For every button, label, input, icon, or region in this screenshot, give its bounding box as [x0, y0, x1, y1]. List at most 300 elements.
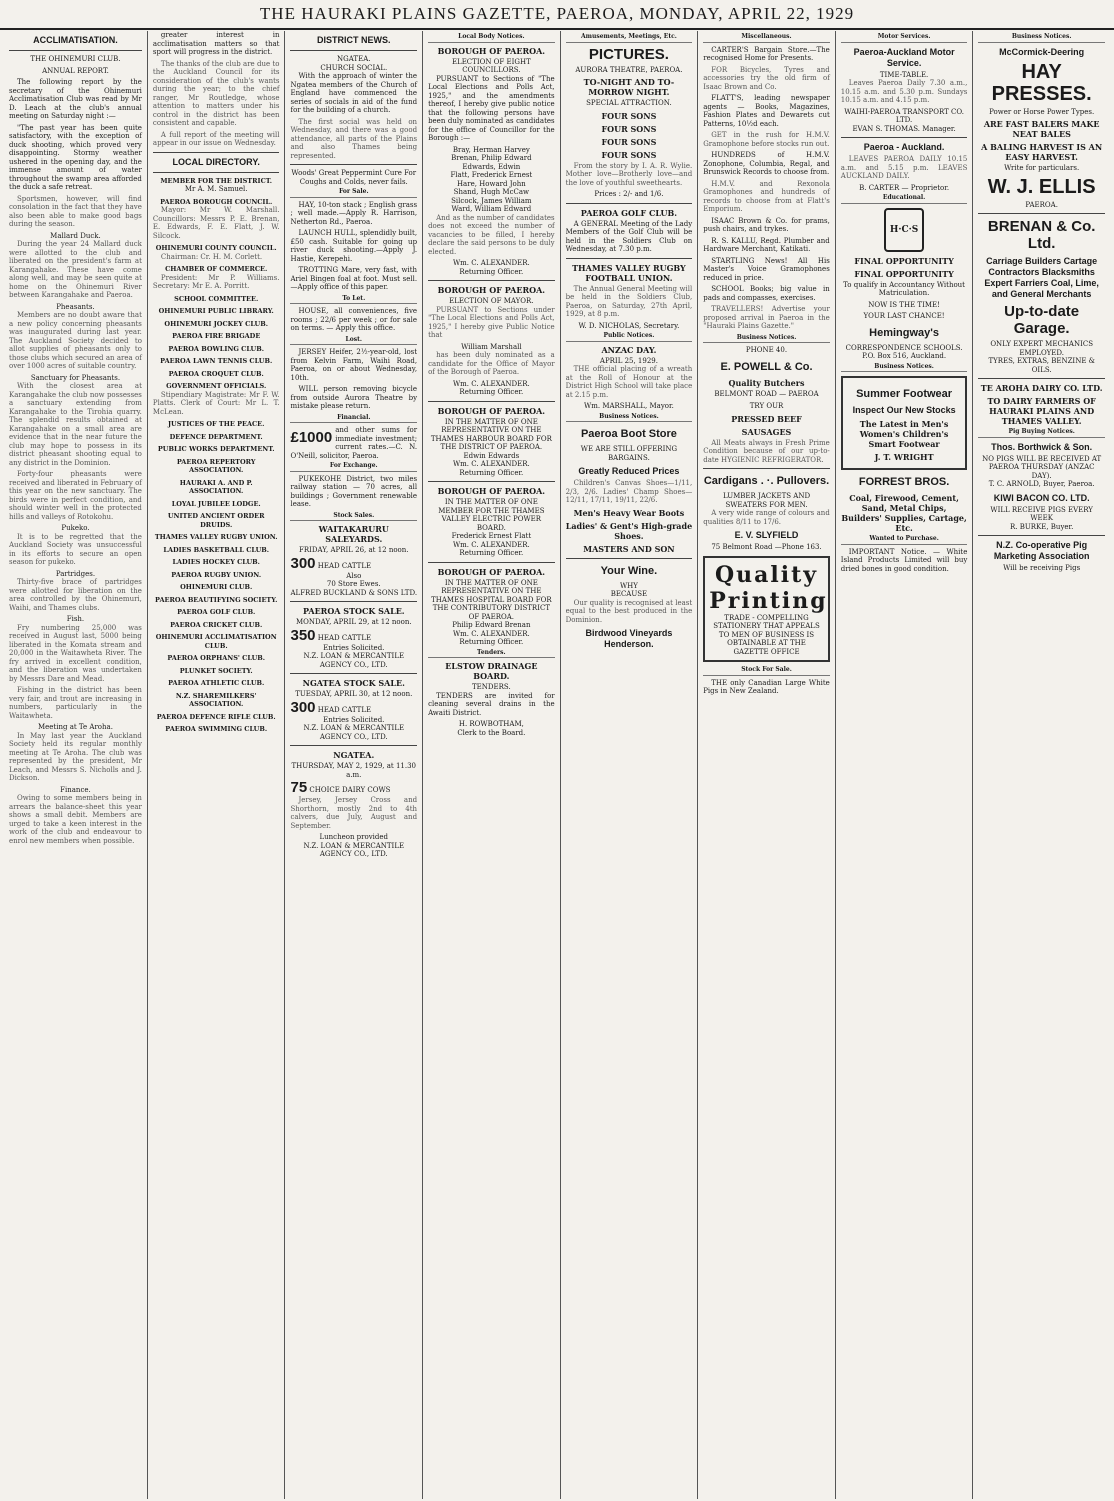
directory-entry: OHINEMURI PUBLIC LIBRARY. — [158, 307, 274, 315]
matter: IN THE MATTER OF ONE REPRESENTATIVE ON THE THAMES HOSPITAL BOARD FOR THE CONTRIBUTORY DISTRICT OF PAEROA. — [431, 578, 552, 621]
directory-entry: PAEROA BOROUGH COUNCIL. — [160, 197, 273, 206]
anzac-date: APRIL 25, 1929. — [599, 356, 658, 365]
article-para: greater interest in acclimatisation matters so that sport will progress in the district. — [152, 31, 280, 56]
notice-text: PURSUANT to Sections of "The Local Elections and Polls Act, 1925," and the amendments thereof, I hereby give public notice that the following persons have been duly nominated as candidates for the office of Councillor for the Borough :— — [428, 74, 555, 142]
subhead-pukeko: Pukeko. — [61, 524, 90, 532]
last-chance: YOUR LAST CHANCE! — [863, 312, 945, 320]
signature-title: Returning Officer. — [459, 388, 524, 396]
bootstore-heavy: Men's Heavy Wear Boots — [573, 507, 685, 518]
cattle-count: 300 — [290, 698, 316, 716]
signature-title: Clerk to the Board. — [457, 728, 526, 737]
motor-manager: EVAN S. THOMAS. Manager. — [852, 124, 956, 133]
directory-entry: PAEROA SWIMMING CLUB. — [165, 725, 268, 733]
corr-schools: CORRESPONDENCE SCHOOLS. — [845, 343, 963, 352]
directory-entry: PAEROA ORPHANS' CLUB. — [167, 654, 265, 662]
section-amusements: Amusements, Meetings, Etc. — [566, 33, 693, 43]
article-body: During the year 24 Mallard duck were allotted to the club and liberated on the president's farm at Karangahake. These have come along well, and may be seen quite at home on the Ohinemuri River between Karangahake and Paeroa. — [9, 240, 142, 299]
cattle-count: 300 — [290, 554, 316, 572]
cow-count: 75 — [290, 779, 308, 796]
ad-kallu: R. S. KALLU, Regd. Plumber and Hardware Merchant, Katikati. — [703, 236, 830, 253]
signature: H. ROWBOTHAM, — [458, 720, 524, 728]
ad-travellers: TRAVELLERS! Advertise your proposed arrival in Paeroa in the "Hauraki Plains Gazette." — [703, 305, 830, 330]
signature-title: Returning Officer. — [459, 468, 524, 477]
ad-bicycle: WILL person removing bicycle from outside Aurora Theatre by mistake please return. — [290, 385, 418, 410]
section-motor: Motor Services. — [841, 33, 968, 43]
candidate: Ward, William Edward — [451, 205, 532, 213]
money-amount: £1000 — [290, 429, 333, 446]
anzac-text: THE official placing of a wreath at the Roll of Honour at the District High School will take place at 2.15 p.m. — [565, 365, 693, 399]
film-title: FOUR SONS — [601, 123, 657, 134]
signature: Wm. C. ALEXANDER. — [452, 460, 530, 468]
sale-title: WAITAKARURU SALEYARDS. — [318, 524, 389, 544]
ad-jersey: JERSEY Heifer, 2½-year-old, lost from Kelvin Farm, Waihi Road, Paeroa, on or about Wednesday, 10th. — [290, 348, 418, 382]
article-body: With the closest area at Karangahake the club now possesses a sanctuary extending from Karangahake to the Tirohia quarry. The splendid results obtained at Karangahake on a small area are evidence that in the near future the club may hope to possess in its district pheasant shooting equal to any district in the Dominion. — [9, 382, 142, 467]
divider — [566, 203, 693, 204]
divider — [428, 280, 555, 281]
kiwi-receive: WILL RECEIVE PIGS EVERY WEEK — [990, 505, 1093, 522]
cardigans-text: A very wide range of colours and qualities 8/11 to 17/6. — [703, 509, 830, 526]
directory-entry: PAEROA FIRE BRIGADE — [172, 332, 261, 340]
no-pigs: NO PIGS WILL BE RECEIVED AT PAEROA THURSDAY (ANZAC DAY). — [982, 454, 1102, 480]
article-body: Fishing in the district has been very fair, and trout are increasing in numbers, particularly in the Waitawheta. — [9, 686, 142, 720]
directory-entry: PAEROA GOLF CLUB. — [177, 608, 256, 616]
wine-heading: Your Wine. — [600, 564, 658, 577]
divider — [978, 378, 1105, 379]
column-acclimatisation — [4, 31, 148, 1499]
signature: Wm. C. ALEXANDER. — [452, 629, 530, 638]
section-lost: Lost. — [290, 336, 417, 346]
printing-ad — [703, 556, 830, 663]
article-body: A full report of the meeting will appear in our issue on Wednesday. — [152, 130, 280, 147]
article-body: It is to be regretted that the Auckland Society was unsuccessful in its efforts to secure an open season for pukeko. — [9, 532, 142, 566]
ad-pukekohe: PUKEKOHE District, two miles railway station — 70 acres, all buildings ; Government renewable lease. — [290, 474, 418, 508]
sale-title: PAEROA STOCK SALE. — [302, 606, 405, 616]
signature: Wm. C. ALEXANDER. — [452, 540, 530, 549]
bootstore-reduced: Greatly Reduced Prices — [578, 466, 680, 476]
heading-district-news: DISTRICT NEWS. — [317, 35, 391, 45]
bootstore-still: WE ARE STILL OFFERING BARGAINS. — [580, 445, 678, 462]
theatre-name: AURORA THEATRE, PAEROA. — [575, 65, 683, 74]
notice-body: has been duly nominated as a candidate for the Office of Mayor of the Borough of Paeroa. — [428, 351, 555, 376]
article-body: Members are no doubt aware that a new policy concerning pheasants was inaugurated during last year. The Auckland Society decided to allot supplies of pheasants only to those clubs which secured an area of over 1000 acres of suitable country. — [9, 311, 142, 370]
subhead-mallard: Mallard Duck. — [50, 231, 101, 240]
footwear-wright: J. T. WRIGHT — [874, 452, 934, 462]
divider — [290, 164, 417, 165]
section-educational: Educational. — [841, 194, 968, 204]
divider — [153, 152, 280, 153]
auctioneer: N.Z. LOAN & MERCANTILE AGENCY CO., LTD. — [303, 724, 405, 741]
ad-startling: STARTLING News! All His Master's Voice Gramophones reduced in price. — [703, 256, 830, 282]
cattle-label: HEAD CATTLE — [317, 705, 372, 714]
sale-cattle — [290, 627, 417, 644]
subhead-pheasants: Pheasants. — [56, 302, 95, 311]
column-miscellaneous — [698, 31, 836, 1499]
club-name: THE OHINEMURI CLUB. — [30, 55, 121, 63]
hay-presses: HAY PRESSES. — [991, 60, 1092, 105]
burke: R. BURKE, Buyer. — [1009, 522, 1074, 531]
section-to-let: To Let. — [290, 295, 417, 305]
divider — [290, 601, 417, 602]
powell-text: All Meats always in Fresh Prime Condition because of our up-to-date HYGIENIC REFRIGERATOR. — [703, 438, 830, 464]
powell-address: BELMONT ROAD — PAEROA — [714, 389, 819, 398]
section-business: Business Notices. — [566, 413, 693, 423]
directory-entry: PAEROA CROQUET CLUB. — [168, 369, 264, 378]
entries-solicited: Entries Solicited. — [323, 643, 385, 652]
election-title: ELECTION OF EIGHT COUNCILLORS. — [451, 57, 531, 74]
directory-entry: PAEROA ATHLETIC CLUB. — [168, 679, 265, 687]
divider — [290, 745, 417, 746]
notice-body: PURSUANT to Sections under "The Local Elections and Polls Act, 1925," I hereby give Public Notice that — [428, 305, 555, 339]
signature: Wm. C. ALEXANDER. — [452, 259, 530, 267]
section-pig-buying: Pig Buying Notices. — [978, 428, 1105, 438]
cattle-label: HEAD CATTLE — [317, 633, 372, 642]
garage-heading: Up-to-date Garage. — [1004, 303, 1080, 337]
motor-timetable: TIME-TABLE. — [879, 70, 929, 79]
sale-cattle — [290, 699, 417, 716]
coop-heading: N.Z. Co-operative Pig Marketing Association — [993, 540, 1090, 561]
directory-entry: PUBLIC WORKS DEPARTMENT. — [157, 445, 275, 453]
directory-entry: OHINEMURI ACCLIMATISATION CLUB. — [155, 633, 277, 650]
column-local-body — [423, 31, 561, 1499]
directory-entry: CHAMBER OF COMMERCE. — [165, 265, 268, 273]
footwear-latest: The Latest in Men's Women's Children's Smart Footwear — [859, 419, 949, 449]
heading-acclimatisation: ACCLIMATISATION. — [33, 35, 118, 45]
section-business: Business Notices. — [978, 33, 1105, 43]
ad-flatts: FLATT'S, leading newspaper agents — Books, Magazines, Fashion Plates and Dewarets cut Patterns, 10½d each. — [703, 94, 830, 128]
article-para: "The past year has been quite satisfactory, with the exception of duck shooting, which proved very disappointing. Stormy weather ushered in the opening day, and the immense amount of water throughout the swamp area afforded the duck a safe retreat. — [9, 123, 142, 191]
candidate: Brenan, Philip Edward — [451, 154, 532, 162]
member-name: Mr A. M. Samuel. — [184, 185, 248, 193]
slyfield-name: E. V. SLYFIELD — [734, 530, 799, 540]
subhead-fish: Fish. — [66, 615, 85, 623]
auctioneer: N.Z. LOAN & MERCANTILE AGENCY CO., LTD. — [303, 652, 405, 669]
ad-house: HOUSE, all conveniences, five rooms ; 22/6 per week ; or for sale on terms. — Apply this office. — [290, 307, 418, 332]
subhead-meeting: Meeting at Te Aroha. — [37, 723, 113, 731]
powell-try: TRY OUR — [749, 402, 784, 410]
ad-launch: LAUNCH HULL, splendidly built, £50 cash. Suitable for going up river duck shooting.—Apply J. Hastie, Kerepehi. — [290, 229, 418, 263]
wine-because: BECAUSE — [610, 590, 648, 598]
heading-directory: LOCAL DIRECTORY. — [172, 156, 260, 167]
article-body: Fry numbering 25,000 was received in August last, 5000 being liberated in the Komata stream and 20,000 in the Waitawheta River. The fry arrived in excellent condition, and the liberation was undertaken by Messrs Dare and Mead. — [9, 623, 142, 683]
place-ngatea: NGATEA. — [337, 55, 371, 63]
cattle-label: HEAD CATTLE — [317, 561, 372, 570]
cardigans-lumber: LUMBER JACKETS AND SWEATERS FOR MEN. — [722, 492, 811, 509]
po-box: P.O. Box 516, Auckland. — [862, 352, 947, 360]
directory-entry: PAEROA BOWLING CLUB. — [168, 344, 264, 353]
borough-heading: BOROUGH OF PAEROA. — [437, 405, 546, 416]
subhead-sanctuary: Sanctuary for Pheasants. — [30, 373, 121, 382]
borough-heading: BOROUGH OF PAEROA. — [437, 566, 546, 577]
ad-rexonola: H.M.V. and Rexonola Gramophones and hundreds of records to choose from at Flatt's Emporium. — [703, 179, 830, 213]
candidate: Silcock, James William — [451, 196, 532, 205]
divider — [428, 401, 555, 402]
divider — [9, 50, 142, 51]
directory-entry: LADIES HOCKEY CLUB. — [172, 558, 260, 566]
directory-entry: OHINEMURI JOCKEY CLUB. — [164, 319, 268, 328]
entries-solicited: Entries Solicited. — [323, 715, 385, 724]
arnold: T. C. ARNOLD, Buyer, Paeroa. — [988, 480, 1095, 488]
bootstore-masters: MASTERS AND SON — [583, 543, 675, 554]
signature-title: Returning Officer. — [459, 638, 524, 646]
article-para: With the approach of winter the Ngatea members of the Church of England have commenced the series of socials in aid of the fund for the building of a church. — [290, 72, 418, 114]
directory-entry: PAEROA CRICKET CLUB. — [170, 620, 263, 629]
subhead-partridges: Partridges. — [55, 569, 96, 578]
candidate: Bray, Herman Harvey — [452, 145, 530, 154]
masthead — [0, 0, 1114, 30]
directory-entry: LADIES BASKETBALL CLUB. — [163, 545, 270, 554]
directory-entry: SCHOOL COMMITTEE. — [174, 294, 259, 303]
ad-gramophone: GET in the rush for H.M.V. Gramophone before stocks run out. — [703, 131, 830, 148]
motor-times: Leaves Paeroa Daily 7.30 a.m., 10.15 a.m. and 5.30 p.m. Sundays 10.15 a.m. and 4.15 p.m. — [840, 79, 968, 104]
final-opportunity: FINAL OPPORTUNITY — [854, 255, 954, 266]
ad-trotting: TROTTING Mare, very fast, with Ariel Bingen foal at foot. Must sell.—Apply office of this paper. — [290, 266, 418, 291]
article-body: The first social was held on Wednesday, and there was a good attendance, all parts of the Plains and also Thames being represented. — [290, 117, 418, 160]
directory-entry: UNITED ANCIENT ORDER DRUIDS. — [167, 512, 265, 529]
printing-title: Printing — [709, 587, 828, 614]
matter: IN THE MATTER OF ONE MEMBER FOR THE THAMES VALLEY ELECTRIC POWER BOARD. — [438, 498, 545, 532]
rugby-signature: W. D. NICHOLAS, Secretary. — [578, 321, 680, 330]
pa-heading: Paeroa - Auckland. — [863, 142, 945, 152]
film-title: FOUR SONS — [601, 149, 657, 160]
printing-quality: Quality — [714, 561, 819, 588]
directory-entry: DEFENCE DEPARTMENT. — [169, 432, 263, 441]
powell-quality: Quality Butchers — [728, 377, 805, 388]
cardigans-heading: Cardigans . ·. Pullovers. — [703, 475, 830, 487]
motor-company: WAIHI-PAEROA TRANSPORT CO. LTD. — [844, 107, 964, 124]
printing-text: TRADE - COMPELLING STATIONERY THAT APPEALS TO MEN OF BUSINESS IS OBTAINABLE AT THE GAZETTE OFFICE — [713, 613, 820, 656]
sale-cows — [290, 779, 417, 796]
sale-date: TUESDAY, APRIL 30, at 12 noon. — [295, 690, 413, 698]
sale-date: FRIDAY, APRIL 26, at 12 noon. — [299, 546, 409, 554]
final-opportunity: FINAL OPPORTUNITY — [854, 268, 954, 279]
directory-entry: THAMES VALLEY RUGBY UNION. — [154, 533, 278, 541]
forrest-heading: FORREST BROS. — [858, 476, 950, 488]
garage-tyres: TYRES, EXTRAS, BENZINE & OILS. — [988, 357, 1095, 374]
article-intro: The following report by the secretary of the Ohinemuri Acclimatisation Club was read by Mr D. Leach at the club's annual meeting on Saturday night :— — [9, 78, 142, 120]
ad-tyres: FOR Bicycles, Tyres and accessories try the old firm of Isaac Brown and Co. — [703, 65, 830, 91]
divider — [428, 562, 555, 563]
money-text: and other sums for immediate investment; current rates.—C. N. O'Neill, solicitor, Paeroa. — [290, 426, 418, 460]
article-body: In May last year the Auckland Society held its regular monthly meeting at Te Aroha. The club was represented by the president, Mr Leach, and Messrs S. Nicholls and J. Dickson. — [9, 731, 142, 782]
bootstore-ladies: Ladies' & Gent's High-grade Shoes. — [565, 520, 693, 541]
garage-expert: ONLY EXPERT MECHANICS EMPLOYED. — [990, 340, 1094, 357]
now: NOW IS THE TIME! — [868, 300, 940, 309]
coop-receiving: Will be receiving Pigs — [1003, 564, 1081, 572]
sale-date: MONDAY, APRIL 29, at 12 noon. — [295, 618, 412, 626]
ellis: W. J. ELLIS — [987, 175, 1096, 198]
directory-entry: OHINEMURI COUNTY COUNCIL. — [155, 244, 277, 252]
notice-body: And as the number of candidates does not exceed the number of vacancies to be filled, I hereby declare the said persons to be duly elected. — [428, 213, 555, 256]
directory-entry: HAURAKI A. AND P. ASSOCIATION. — [179, 478, 253, 495]
sale-title: NGATEA STOCK SALE. — [302, 678, 405, 688]
directory-list — [153, 198, 280, 734]
footwear-heading: Summer Footwear — [856, 388, 953, 400]
bootstore-list: Children's Canvas Shoes—1/11, 2/3, 2/6. Ladies' Champ Shoes—12/11, 17/11, 19/11, 22/6. — [565, 479, 693, 504]
mayor-signature: Wm. MARSHALL, Mayor. — [584, 402, 674, 410]
sale-cattle — [290, 555, 417, 572]
bootstore-heading: Paeroa Boot Store — [580, 428, 677, 440]
pa-proprietor: B. CARTER — Proprietor. — [859, 183, 950, 192]
section-financial: Financial. — [290, 414, 417, 424]
auctioneer: N.Z. LOAN & MERCANTILE AGENCY CO., LTD. — [303, 841, 405, 858]
matter: IN THE MATTER OF ONE REPRESENTATIVE ON THE THAMES HARBOUR BOARD FOR THE DISTRICT OF PAEROA. — [430, 417, 552, 451]
cattle-count: 350 — [290, 626, 316, 644]
phone: PHONE 40. — [745, 346, 788, 354]
sale-also: Also — [346, 571, 362, 580]
divider — [978, 535, 1105, 536]
directory-entry: PLUNKET SOCIETY. — [179, 666, 253, 675]
article-body: Owing to some members being in arrears the balance-sheet this year shows a small debit. Members are urged to take a keen interest in the work of the club and endeavour to enrol new members when possible. — [9, 794, 142, 845]
special: SPECIAL ATTRACTION. — [586, 99, 672, 107]
cure-ad: Woods' Great Peppermint Cure For Coughs and Colds, never fails. — [291, 169, 417, 186]
footwear-inspect: Inspect Our New Stocks — [852, 405, 956, 415]
section-stock-sales: Stock Sales. — [290, 512, 417, 522]
golf-text: A GENERAL Meeting of the Lady Members of the Golf Club will be held in the Soldiers Club on Wednesday, at 7.30 p.m. — [565, 219, 693, 253]
easy-harvest: A BALING HARVEST IS AN EASY HARVEST. — [981, 142, 1103, 162]
divider — [566, 558, 693, 559]
signature: Wm. C. ALEXANDER. — [452, 379, 530, 388]
candidate: Hare, Howard John — [456, 179, 526, 188]
article-body: Jersey, Jersey Cross and Shorthorn, mostly 2nd to 4th calvers, due July, August and September. — [290, 796, 418, 830]
anzac-heading: ANZAC DAY. — [601, 344, 657, 355]
borough-heading: BOROUGH OF PAEROA. — [437, 45, 546, 56]
luncheon: Luncheon provided — [319, 833, 389, 841]
divider — [290, 50, 417, 51]
section-public: Public Notices. — [566, 332, 693, 342]
rugby-text: The Annual General Meeting will be held in the Soldiers Club, Paeroa, on Saturday, 27th April, 1929, at 8 p.m. — [565, 284, 693, 318]
divider — [978, 213, 1105, 214]
ad-hay: HAY, 10-ton stack ; English grass ; well made.—Apply R. Harrison, Netherton Rd., Paeroa. — [290, 200, 418, 226]
article-body: Sportsmen, however, will find consolation in the fact that they have also been able to make good bags during the season. — [9, 194, 142, 228]
section-exchange: For Exchange. — [290, 462, 417, 472]
subhead-social: CHURCH SOCIAL. — [320, 63, 388, 72]
ellis-town: PAEROA. — [1025, 200, 1058, 209]
qualify: To qualify in Accountancy Without Matriculation. — [843, 280, 965, 297]
article-body: Thirty-five brace of partridges were allotted for liberation on the area controlled by the Ohinemuri, Waihi, and Thames clubs. — [9, 578, 142, 612]
tender-text: TENDERS are invited for cleaning several drains in the Awaiti District. — [428, 691, 555, 717]
column-motor — [836, 31, 974, 1499]
candidate: Shand, Hugh McCaw — [453, 188, 530, 196]
directory-entry: N.Z. SHAREMILKERS' ASSOCIATION. — [175, 691, 257, 708]
ad-school: SCHOOL Books; big value in pads and compasses, exercises. — [703, 285, 830, 302]
dairy-farmers: TO DAIRY FARMERS OF HAURAKI PLAINS AND THAMES VALLEY. — [987, 396, 1096, 426]
hcs-logo-icon: H·C·S — [884, 208, 924, 252]
masthead-title: THE HAURAKI PLAINS GAZETTE, PAEROA, MONDAY, APRIL 22, 1929 — [259, 4, 855, 23]
prices: Prices : 2/- and 1/6. — [594, 190, 664, 198]
column-amusements — [561, 31, 699, 1499]
directory-detail: Mayor: Mr W. Marshall. Councillors: Messrs P. E. Brenan, E. Edwards, F. E. Flatt, J. W. Silcock. — [152, 206, 280, 240]
ad-records: HUNDREDS of H.M.V. Zonophone, Columbia, Regal, and Brunswick Records to choose from. — [703, 151, 830, 176]
tonight: TO-NIGHT AND TO-MORROW NIGHT. — [583, 77, 675, 97]
elected-name: Frederick Ernest Flatt — [451, 532, 532, 540]
brenan-services: Carriage Builders Cartage Contractors Blacksmiths Expert Farriers Coal, Lime, and General Merchants — [984, 256, 1099, 299]
forrest-coal: Coal, Firewood, Cement, Sand, Metal Chips, Builders' Supplies, Cartage, Etc. — [841, 493, 967, 533]
section-tenders: Tenders. — [428, 649, 555, 659]
section-wanted: Wanted to Purchase. — [841, 535, 968, 545]
column-district-news — [285, 31, 423, 1499]
directory-member: MEMBER FOR THE DISTRICT. — [160, 176, 273, 185]
section-local-body: Local Body Notices. — [428, 33, 555, 43]
wine-why: WHY — [619, 581, 638, 590]
divider — [841, 137, 968, 138]
divider — [153, 172, 280, 173]
directory-detail: Chairman: Cr. H. M. Corlett. — [160, 252, 263, 261]
hemingway: Hemingway's — [869, 326, 940, 339]
rugby-heading: THAMES VALLEY RUGBY FOOTBALL UNION. — [572, 262, 686, 283]
slyfield-address: 75 Belmont Road —Phone 163. — [711, 543, 822, 551]
section-stock-sale: Stock For Sale. — [703, 666, 830, 676]
section-business: Business Notices. — [841, 363, 968, 373]
divider — [290, 673, 417, 674]
sale-date: THURSDAY, MAY 2, 1929, at 11.30 a.m. — [291, 762, 417, 779]
divider — [428, 481, 555, 482]
signature-title: Returning Officer. — [459, 267, 524, 276]
divider — [703, 468, 830, 469]
directory-entry: PAEROA RUGBY UNION. — [171, 570, 262, 579]
board-heading: ELSTOW DRAINAGE BOARD. — [445, 661, 538, 681]
wine-vineyard: Birdwood Vineyards Henderson. — [585, 628, 673, 649]
fast-balers: ARE FAST BALERS MAKE NEAT BALES — [983, 119, 1100, 139]
ad-pigs: THE only Canadian Large White Pigs in New Zealand. — [703, 678, 830, 695]
ad-carter: CARTER'S Bargain Store.—The recognised Home for Presents. — [703, 45, 830, 62]
ad-prams: ISAAC Brown & Co. for prams, push chairs, and trykes. — [703, 216, 830, 233]
directory-entry: PAEROA LAWN TENNIS CLUB. — [160, 357, 273, 365]
motor-heading: Paeroa-Auckland Motor Service. — [853, 46, 955, 68]
film-title: FOUR SONS — [601, 136, 657, 147]
divider — [566, 258, 693, 259]
tenders-title: TENDERS. — [472, 683, 511, 691]
sale-ewes: 70 Store Ewes. — [326, 580, 381, 588]
mccormick: McCormick-Deering — [999, 46, 1085, 57]
borough-heading: BOROUGH OF PAEROA. — [437, 486, 546, 496]
article-body: Forty-four pheasants were received and liberated in February of this year on the new sanctuary. The birds were in perfect condition, and should winter well in the protected hills and valleys of Rotokohu. — [9, 470, 142, 521]
election-title: ELECTION OF MAYOR. — [449, 297, 534, 305]
cow-label: CHOICE DAIRY COWS — [309, 786, 391, 794]
powell-sausages: SAUSAGES — [741, 426, 792, 437]
powell-pressed: PRESSED BEEF — [731, 413, 802, 424]
brenan-heading: BRENAN & Co. Ltd. — [987, 218, 1096, 252]
directory-entry: GOVERNMENT OFFICIALS. — [166, 382, 267, 390]
write: Write for particulars. — [1004, 164, 1080, 172]
directory-entry: JUSTICES OF THE PEACE. — [167, 420, 265, 428]
film-blurb: From the story by I. A. R. Wylie. Mother love—Brotherly love—and the love of youthful sweethearts. — [565, 161, 693, 187]
dairy-heading: TE AROHA DAIRY CO. LTD. — [980, 383, 1103, 393]
directory-entry: PAEROA BEAUTIFYING SOCIETY. — [155, 595, 278, 604]
kiwi-bacon: KIWI BACON CO. LTD. — [993, 492, 1090, 503]
candidate: Flatt, Frederick Ernest — [450, 171, 533, 179]
elected-name: William Marshall — [461, 342, 522, 351]
section-business: Business Notices. — [703, 334, 830, 344]
columns — [4, 31, 1110, 1499]
powell-heading: E. POWELL & Co. — [720, 360, 813, 373]
footwear-ad — [841, 376, 968, 470]
sale-title: NGATEA. — [333, 750, 375, 760]
directory-detail: President: Mr P. Williams. Secretary: Mr E. A. Porritt. — [152, 273, 280, 290]
ad-money — [290, 426, 417, 460]
wine-text: Our quality is recognised at least equal to the best produced in the Dominion. — [565, 598, 693, 624]
elected-name: Edwin Edwards — [463, 451, 520, 460]
golf-heading: PAEROA GOLF CLUB. — [580, 207, 678, 218]
section-misc: Miscellaneous. — [703, 33, 830, 43]
borthwick: Thos. Borthwick & Son. — [991, 441, 1093, 452]
pictures-heading: PICTURES. — [588, 45, 669, 63]
report-title: ANNUAL REPORT. — [42, 66, 109, 75]
directory-entry: OHINEMURI CLUB. — [180, 583, 253, 591]
borough-heading: BOROUGH OF PAEROA. — [437, 285, 546, 295]
subhead-finance: Finance. — [60, 785, 91, 794]
article-body: The thanks of the club are due to the Auckland Council for its consideration of the club's wants during the year; to the chief ranger, Mr Routledge, whose attention to matters under his control in the district has been consistent and capable. — [152, 59, 280, 127]
column-business — [973, 31, 1110, 1499]
